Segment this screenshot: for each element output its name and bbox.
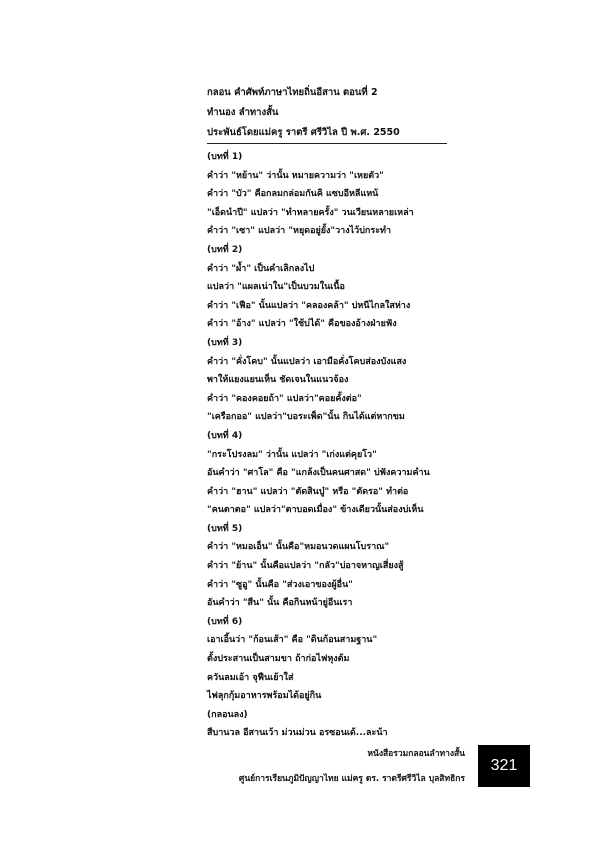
poem-line: (บทที่ 5) bbox=[207, 523, 243, 534]
poem-line: เอาเอิ้นว่า "ก้อนเส้า" คือ "ดินก้อนสามฐาน" bbox=[207, 635, 378, 646]
poem-line: คำว่า "บัว" คือกลมกล่อมกันคิ แซบอีหลีแหน้ bbox=[207, 189, 379, 200]
poem-line: พาให้แยงแยนเห็น ชัดเจนในแนวจ้อง bbox=[207, 375, 349, 386]
document-subtitle: ทำนอง ลำทางสั้น bbox=[207, 107, 279, 118]
poem-content bbox=[207, 83, 507, 743]
poem-line: คำว่า "คั่งโคบ" นั้นแปลว่า เอามือคั่งโคบส่องบังแสง bbox=[207, 356, 407, 367]
page-number-box bbox=[478, 745, 530, 787]
poem-line: ไฟลุกกุ้มอาหารพร้อมได้อยู่กิน bbox=[207, 691, 322, 702]
poem-line: คำว่า "ซูอู" นั้นคือ "ส่วงเอาของผู้อื่น" bbox=[207, 579, 353, 590]
poem-line: อันคำว่า "สืน" นั้น คือกินหน้ายู่อีนเรา bbox=[207, 598, 353, 609]
footer-institution: ศูนย์การเรียนภูมิปัญญาไทย แม่ครู ดร. ราตรีศรีวิไล บุลสิทธิกร bbox=[238, 774, 465, 784]
poem-line: (บทที่ 3) bbox=[207, 337, 243, 348]
poem-line: "เอ็ดนำปี" แปลว่า "ทำหลายครั้ง" วนเวียนหลายเหล่า bbox=[207, 207, 414, 218]
poem-line: "คนตาตอ" แปลว่า"ตาบอดเมื่อง" ข้างเดียวนั้นส่องบ่เห็น bbox=[207, 505, 424, 516]
poem-line: แปลว่า "แผลเน่าใน"เป็นบวมในเนื้อ bbox=[207, 282, 345, 293]
poem-line: (กลอนลง) bbox=[207, 709, 248, 720]
poem-line: "เครือกออ" แปลว่า"บอระเพ็ด"นั้น กินได้แต่หากขม bbox=[207, 412, 405, 423]
poem-line: คำว่า "ย้าน" นั้นคือแปลว่า "กลัว"บ่อาจหาญเสี่ยงสู้ bbox=[207, 561, 404, 572]
poem-line: "กระโปรงลม" ว่านั้น แปลว่า "เก่งแต่คุยโว" bbox=[207, 449, 377, 460]
footer-book-title: หนังสือรวมกลอนลำทางสั้น bbox=[367, 749, 465, 759]
page-number: 321 bbox=[490, 757, 518, 774]
poem-line: (บทที่ 1) bbox=[207, 152, 243, 162]
poem-line: คำว่า "ผ้ำ" เป็นคำเลิกลงไป bbox=[207, 263, 315, 274]
poem-line: คำว่า "คองคอยถ้า" แปลว่า"คอยคั้งต่อ" bbox=[207, 393, 362, 404]
poem-line: (บทที่ 2) bbox=[207, 244, 243, 255]
poem-line: ตั้งประสานเป็นสามขา ถ้าก่อไฟหุงต้ม bbox=[207, 654, 350, 665]
poem-line: (บทที่ 4) bbox=[207, 430, 243, 441]
poem-line: คำว่า "หย้าน" ว่านั้น หมายความว่า "เหยตัว" bbox=[207, 170, 384, 181]
poem-line: (บทที่ 6) bbox=[207, 616, 243, 627]
poem-line: คำว่า "เฟือ" นั้นแปลว่า "คลองคล้า" บ่หนีไกลใสห่าง bbox=[207, 300, 411, 311]
poem-lines bbox=[207, 148, 507, 743]
poem-line: คำว่า "หมอเอ็น" นั้นคือ"หมอนวดแผนโบราณ" bbox=[207, 542, 390, 553]
document-author: ประพันธ์โดยแม่ครู ราตรี ศรีวิไล ปี พ.ศ. 2550 bbox=[207, 123, 447, 144]
poem-line: ควันลมเอ้า จุฟืนเย้าใส่ bbox=[207, 672, 294, 683]
document-title: กลอน คำศัพท์ภาษาไทยถิ่นอีสาน ตอนที่ 2 bbox=[207, 87, 378, 98]
poem-line: อันคำว่า "ศาโล" คือ "แกล้งเป็นคนศาสด" บ่ฟังความคำน bbox=[207, 468, 430, 479]
poem-line: คำว่า "เซา" แปลว่า "หยุดอยู่ยั้ง"วางไว้บ่กระทำ bbox=[207, 226, 392, 237]
poem-line: คำว่า "ฮาน" แปลว่า "ตัดสินบู๋" หรือ "ตัดรอ" ทำต่อ bbox=[207, 486, 409, 497]
poem-line: คำว่า "อ้าง" แปลว่า "ใช้บ่ได้" คือของอ้างฝ่ายฟัง bbox=[207, 319, 397, 330]
poem-line: สืบานวล อีสานเว้า ม่วนม่วน อรซอนเด้...ละน้า bbox=[207, 728, 388, 739]
